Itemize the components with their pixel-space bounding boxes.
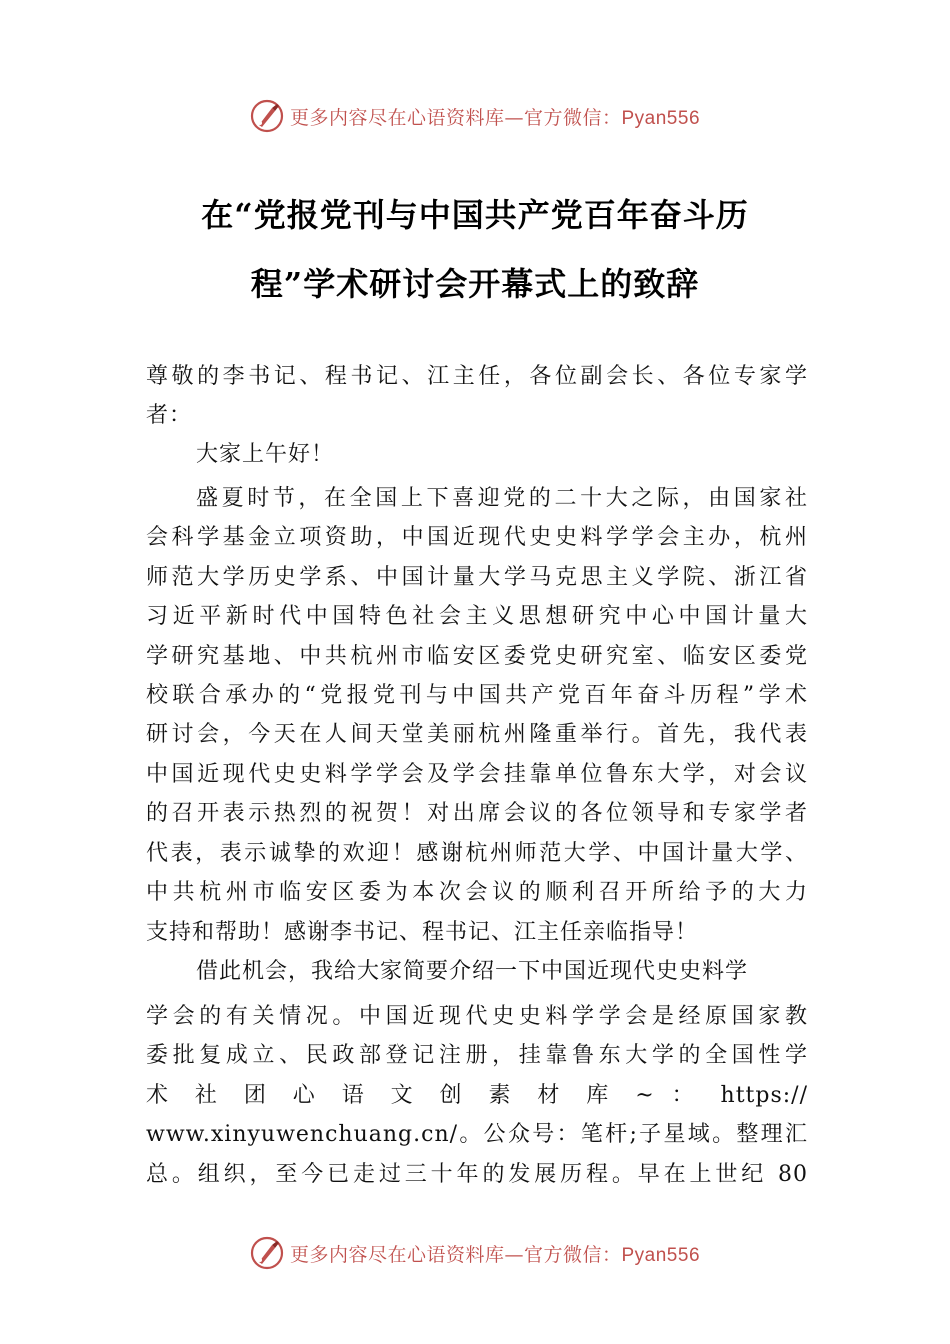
body-line: 学会的有关情况。中国近现代史史料学学会是经原国家教 [146,1004,808,1029]
quill-logo-icon [250,99,284,133]
body-line: 盛夏时节，在全国上下喜迎党的二十大之际，由国家社 [196,486,808,511]
body-line: 的召开表示热烈的祝贺！对出席会议的各位领导和专家学者 [146,801,808,826]
watermark-text: 更多内容尽在心语资料库—官方微信：Pyan556 [289,1243,701,1266]
body-line: 会科学基金立项资助，中国近现代史史料学学会主办，杭州 [146,525,808,550]
footer-watermark-banner [0,1233,950,1273]
body-line: 者： [146,403,193,428]
body-line: 术 社 团 心 语 文 创 素 材 库 ~ ： https:// [146,1083,808,1108]
document-title-line-1: 在“党报党刊与中国共产党百年奋斗历 [201,196,749,234]
body-line: 习近平新时代中国特色社会主义思想研究中心中国计量大 [146,604,808,629]
body-line: 尊敬的李书记、程书记、江主任，各位副会长、各位专家学 [146,364,808,389]
watermark-text: 更多内容尽在心语资料库—官方微信：Pyan556 [289,106,701,129]
body-line: 总。组织，至今已走过三十年的发展历程。早在上世纪 80 [146,1162,808,1187]
body-line: www.xinyuwenchuang.cn/。公众号：笔杆;子星域。整理汇 [146,1122,808,1147]
body-line: 学研究基地、中共杭州市临安区委党史研究室、临安区委党 [146,644,808,669]
body-line: 中共杭州市临安区委为本次会议的顺利召开所给予的大力 [146,880,808,905]
document-title-line-2: 程”学术研讨会开幕式上的致辞 [250,265,700,303]
body-line: 委批复成立、民政部登记注册，挂靠鲁东大学的全国性学 [146,1043,808,1068]
body-line: 代表，表示诚挚的欢迎！感谢杭州师范大学、中国计量大学、 [146,841,808,866]
header-watermark-banner [0,96,950,136]
body-line: 大家上午好！ [196,442,335,467]
quill-logo-icon [250,1236,284,1270]
body-line: 师范大学历史学系、中国计量大学马克思主义学院、浙江省 [146,565,808,590]
body-line: 研讨会，今天在人间天堂美丽杭州隆重举行。首先，我代表 [146,722,808,747]
body-line: 校联合承办的“党报党刊与中国共产党百年奋斗历程”学术 [146,683,808,708]
body-line: 中国近现代史史料学学会及学会挂靠单位鲁东大学，对会议 [146,762,808,787]
body-line: 支持和帮助！感谢李书记、程书记、江主任亲临指导！ [146,920,699,945]
body-line: 借此机会，我给大家简要介绍一下中国近现代史史料学 [196,959,749,984]
